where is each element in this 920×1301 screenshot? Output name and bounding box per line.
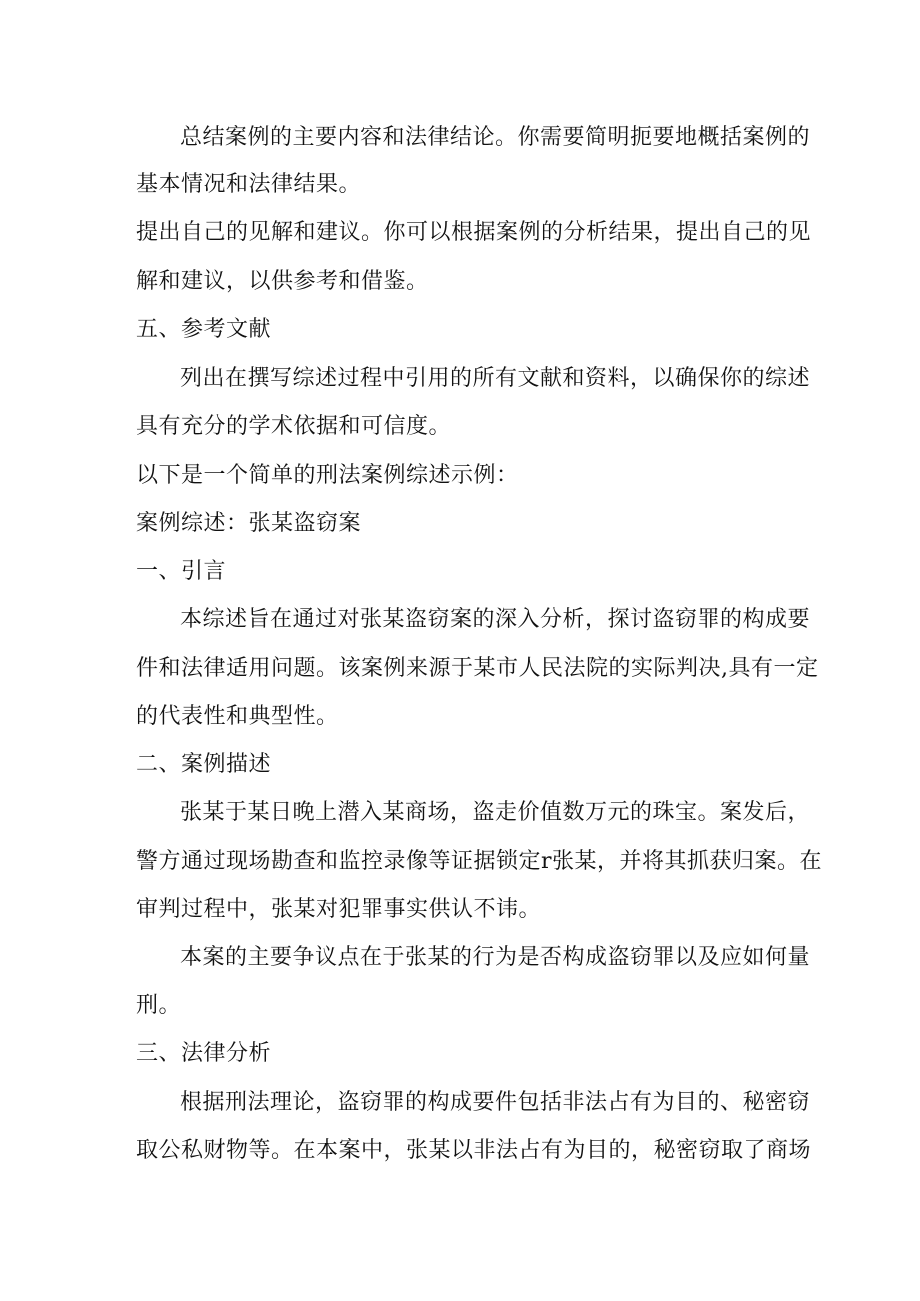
paragraph-line: 提出自己的见解和建议。你可以根据案例的分析结果，提出自己的见 [136,220,812,245]
paragraph-line: 刑。 [136,993,182,1018]
paragraph-line: 件和法律适用问题。该案例来源于某市人民法院的实际判决,具有一定 [136,656,819,681]
paragraph-line: 张某于某日晚上潜入某商场，盗走价值数万元的珠宝。案发后， [180,800,811,825]
paragraph-line: 以下是一个简单的刑法案例综述示例： [136,463,519,488]
paragraph-line: 审判过程中，张某对犯罪事实供认不讳。 [136,897,542,922]
paragraph-line: 取公私财物等。在本案中，张某以非法占有为目的，秘密窃取了商场 [136,1138,812,1163]
paragraph-line: 具有充分的学术依据和可信度。 [136,414,452,439]
paragraph-line: 警方通过现场勘查和监控录像等证据锁定r张某，并将其抓获归案。在 [136,849,823,874]
section-heading: 三、法律分析 [136,1041,272,1066]
section-heading: 一、引言 [136,559,227,584]
paragraph-line: 总结案例的主要内容和法律结论。你需要简明扼要地概括案例的 [180,125,811,150]
paragraph-line: 本案的主要争议点在于张某的行为是否构成盗窃罪以及应如何量 [180,945,811,970]
paragraph-line: 的代表性和典型性。 [136,704,339,729]
section-heading: 五、参考文献 [136,317,272,342]
paragraph-line: 列出在撰写综述过程中引用的所有文献和资料，以确保你的综述 [180,366,811,391]
case-title: 案例综述：张某盗窃案 [136,511,362,536]
paragraph-line: 解和建议，以供参考和借鉴。 [136,269,429,294]
paragraph-line: 本综述旨在通过对张某盗窃案的深入分析，探讨盗窃罪的构成要 [180,607,811,632]
paragraph-line: 根据刑法理论，盗窃罪的构成要件包括非法占有为目的、秘密窃 [180,1090,811,1115]
section-heading: 二、案例描述 [136,752,272,777]
paragraph-line: 基本情况和法律结果。 [136,172,362,197]
